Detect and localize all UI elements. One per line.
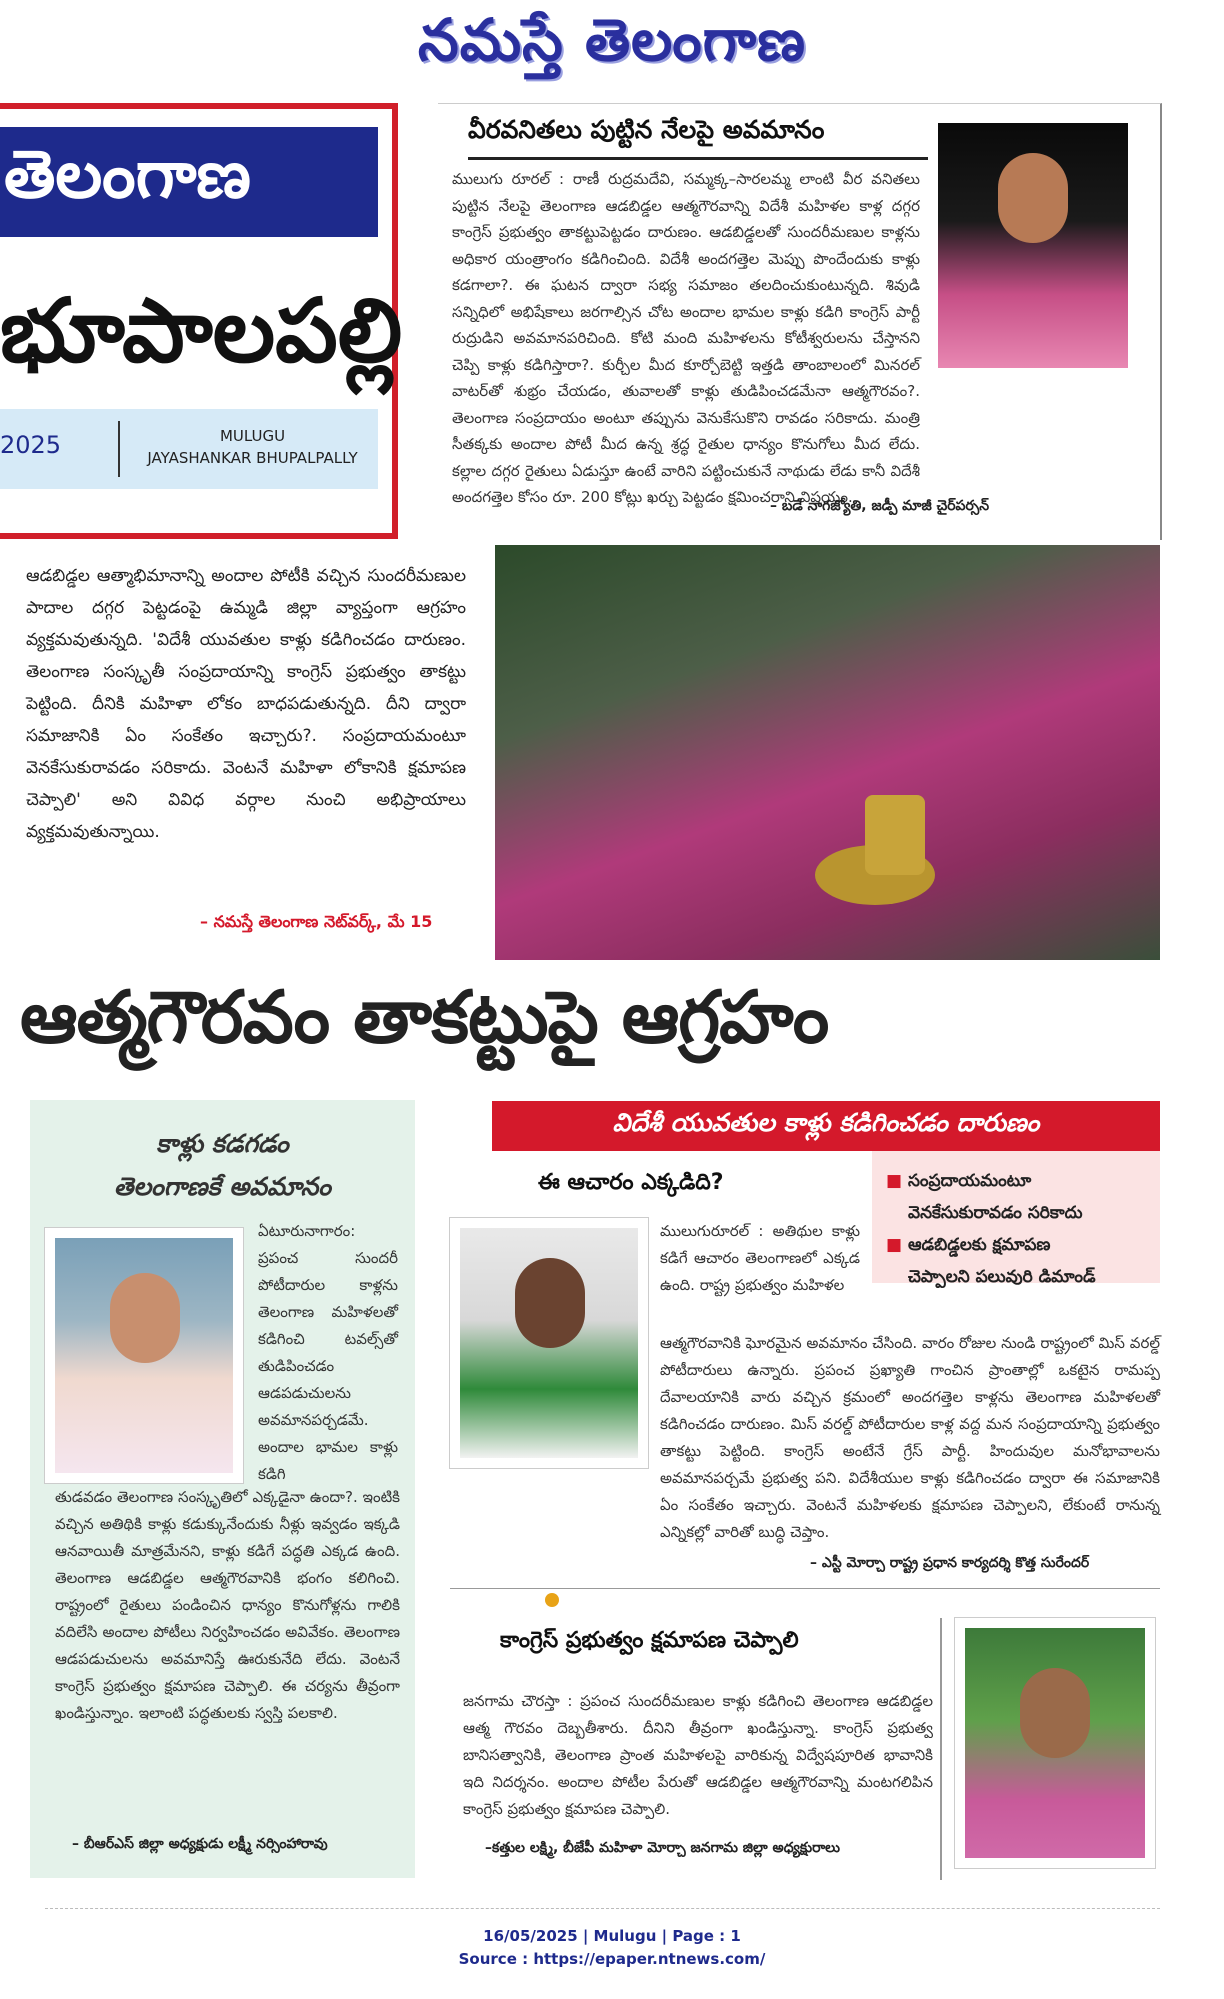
article-1-byline: – బడే నాగజ్యోతి, జడ్పీ మాజీ చైర్‌పర్సన్ bbox=[770, 498, 990, 514]
pink-bullet-1 bbox=[886, 1165, 1082, 1229]
pink-bullet-1-line-1: సంప్రదాయమంటూ bbox=[907, 1171, 1032, 1191]
section-divider bbox=[450, 1588, 1160, 1589]
sidebar-photo bbox=[55, 1238, 233, 1473]
page-bottom-rule bbox=[45, 1908, 1160, 1910]
article-1-photo bbox=[938, 123, 1128, 368]
article-2-photo-face bbox=[515, 1258, 585, 1348]
sidebar-photo-face bbox=[110, 1273, 180, 1363]
article-3-photo bbox=[965, 1628, 1145, 1858]
main-photo bbox=[495, 545, 1160, 960]
edition-year: 2025 bbox=[0, 431, 62, 459]
sidebar-headline bbox=[30, 1122, 415, 1208]
pink-bullet-2-line-2: చెప్పాలని పలువురి డిమాండ్ bbox=[908, 1267, 1096, 1287]
pink-quote-box bbox=[872, 1151, 1160, 1287]
article-2-byline: – ఎస్టీ మోర్చా రాష్ట్ర ప్రధాన కార్యదర్శి కొత్త సురేందర్ bbox=[810, 1555, 1090, 1571]
intro-body: ఆడబిడ్డల ఆత్మాభిమానాన్ని అందాల పోటీకి వచ్చిన సుందరీమణుల పాదాల దగ్గర పెట్టడంపై ఉమ్మడి జిల్లా వ్యాప్తంగా ఆగ్రహం వ్యక్తమవుతున్నది. 'విదేశీ యువతుల కాళ్లు కడిగించడం దారుణం. తెలంగాణ సంస్కృతీ సంప్రదాయాన్ని కాంగ్రెస్ ప్రభుత్వం తాకట్టు పెట్టింది. దీనికి మహిళా లోకం బాధపడుతున్నది. దీని ద్వారా సమాజానికి ఏం సంకేతం ఇచ్చారు?. సంప్రదాయమంటూ వెనకేసుకురావడం సరికాదు. వెంటనే మహిళా లోకానికి క్షమాపణ చెప్పాలి' అని వివిధ వర్గాల నుంచి అభిప్రాయాలు వ్యక్తమవుతున్నాయి. bbox=[26, 566, 466, 842]
red-band: విదేశీ యువతుల కాళ్లు కడిగించడం దారుణం bbox=[492, 1101, 1160, 1151]
masthead bbox=[0, 0, 1224, 95]
article-2-body-wide: ఆత్మగౌరవానికి ఘోరమైన అవమానం చేసింది. వారం రోజుల నుండి రాష్ట్రంలో మిస్ వరల్డ్ పోటీదారులు ఉన్నారు. ప్రపంచ ప్రఖ్యాతి గాంచిన ప్రాంతాల్లో ఒకటైన రామప్ప దేవాలయానికి వారు వచ్చిన క్రమంలో అందగత్తెల కాళ్లను తెలంగాణ మహిళలతో కడిగించడం దారుణం. మిస్ వరల్డ్ పోటీదారుల కాళ్ల వద్ద మన సంప్రదాయాన్ని ప్రభుత్వం తాకట్టు పెట్టింది. కాంగ్రెస్ అంటేనే గ్రేస్ పార్టీ. హిందువుల మనోభావాలను అవమానపర్చమే ప్రభుత్వ పని. విదేశీయుల కాళ్లు కడిగించడం ద్వారా ఈ సమాజానికి ఏం సంకేతం ఇచ్చారు. వెంటనే మహిళలకు క్షమాపణ చెప్పాలని, లేకుంటే రానున్న ఎన్నికల్లో వారితో బుద్ధి చెప్తాం. bbox=[660, 1334, 1160, 1541]
masthead-title: నమస్తే తెలంగాణ bbox=[418, 6, 806, 74]
sidebar-photo-frame bbox=[45, 1228, 243, 1483]
divider-dot bbox=[545, 1593, 559, 1607]
sidebar-body-wide: తుడవడం తెలంగాణ సంస్కృతిలో ఎక్కడైనా ఉందా?. ఇంటికి వచ్చిన అతిథికి కాళ్లు కడుక్కునేందుకు నీళ్లు ఇవ్వడం ఇక్కడి ఆనవాయితీ మాత్రమేనని, కాళ్లు కడిగే పద్ధతి ఎక్కడ ఉంది. తెలంగాణ ఆడబిడ్డల ఆత్మగౌరవానికి భంగం కలిగించి. రాష్ట్రంలో రైతులు పండించిన ధాన్యం కొనుగోళ్లను గాలికి వదిలేసి అందాల పోటీలు నిర్వహించడం అవివేకం. తెలంగాణ ఆడపడుచులను అవమానిస్తే ఊరుకునేది లేదు. వెంటనే కాంగ్రెస్ ప్రభుత్వం క్షమాపణ చెప్పాలి. ఈ చర్యను తీవ్రంగా ఖండిస్తున్నాం. ఇలాంటి పద్ధతులకు స్వస్తి పలకాలి. bbox=[55, 1488, 400, 1722]
bullet-marker: ■ bbox=[886, 1171, 903, 1191]
pink-bullet-1-line-2: వెనకేసుకురావడం సరికాదు bbox=[908, 1203, 1083, 1223]
sidebar-headline-line-2: తెలంగాణకే అవమానం bbox=[114, 1172, 331, 1201]
edition-divider bbox=[118, 421, 120, 477]
sidebar-headline-line-1: కాళ్లు కడగడం bbox=[156, 1129, 289, 1158]
article-1-body: ములుగు రూరల్ : రాణీ రుద్రమదేవి, సమ్మక్క–సారలమ్మ లాంటి వీర వనితలు పుట్టిన నేలపై తెలంగాణ ఆడబిడ్డల ఆత్మగౌరవాన్ని విదేశీ మహిళల కాళ్ల దగ్గర కాంగ్రెస్ ప్రభుత్వం తాకట్టుపెట్టడం దారుణం. ఆడబిడ్డలతో సుందరీమణుల కాళ్లను అధికార యంత్రాంగం కడిగించింది. విదేశీ అందగత్తెల మెప్పు పొందేందుకు కాళ్లు కడగాలా?. ఈ ఘటన ద్వారా సభ్య సమాజం తలదించుకుంటున్నది. శివుడి సన్నిధిలో అభిషేకాలు జరగాల్సిన చోట అందాల భామల కాళ్లు కడిగి కాంగ్రెస్ పార్టీ రుద్రుడిని అవమానపరిచింది. కోటి మంది మహిళలను కోటీశ్వరులను చేస్తానని చెప్పి కాళ్లు కడిగిస్తారా?. కుర్చీల మీద కూర్చోబెట్టి ఇత్తడి తాంబాలంలో మినరల్ వాటర్‌తో శుభ్రం చేయడం, తువాలతో కాళ్లు తుడిపించడమేనా ఆత్మగౌరవం?. తెలంగాణ సంప్రదాయం అంటూ తప్పును వెనుకేసుకొని రావడం సరికాదు. మంత్రి సీతక్కకు అందాల పోటీ మీద ఉన్న శ్రద్ధ రైతుల ధాన్యం కొనుగోలు మీద లేదు. కల్లాల దగ్గర రైతులు ఏడుస్తూ ఉంటే వారిని పట్టించుకునే నాథుడు లేడు కానీ విదేశీ అందగత్తెల కోసం రూ. 200 కోట్లు ఖర్చు పెట్టడం క్షమించరాని విషయం. bbox=[452, 170, 920, 506]
article-3-photo-frame bbox=[955, 1618, 1155, 1868]
sidebar-byline: – బీఆర్‌ఎస్ జిల్లా అధ్యక్షుడు లక్ష్మీ నర్సింహారావు bbox=[72, 1836, 328, 1852]
article-2-headline: ఈ ఆచారం ఎక్కడిది? bbox=[538, 1170, 724, 1195]
article-3-byline: –కత్తుల లక్ష్మి, బీజేపీ మహిళా మోర్చా జనగామ జిల్లా అధ్యక్షురాలు bbox=[485, 1840, 840, 1856]
article-2-photo bbox=[460, 1228, 638, 1458]
main-headline: ఆత్మగౌరవం తాకట్టుపై ఆగ్రహం bbox=[20, 975, 829, 1059]
photo-face bbox=[998, 153, 1068, 243]
article-3-body: జనగామ చౌరస్తా : ప్రపంచ సుందరీమణుల కాళ్లు కడిగించి తెలంగాణ ఆడబిడ్డల ఆత్మ గౌరవం దెబ్బతీశారు. దీనిని తీవ్రంగా ఖండిస్తున్నా. కాంగ్రెస్ ప్రభుత్వ బానిసత్వానికి, తెలంగాణ ప్రాంత మహిళలపై వారికున్న విద్వేషపూరిత భావానికి ఇది నిదర్శనం. అందాల పోటీల పేరుతో ఆడబిడ్డల ఆత్మగౌరవాన్ని మంటగలిపిన కాంగ్రెస్ ప్రభుత్వం క్షమాపణ చెప్పాలి. bbox=[463, 1692, 933, 1818]
article-2-photo-frame bbox=[450, 1218, 648, 1468]
photo-brass-vessel bbox=[865, 795, 925, 875]
article-3-photo-face bbox=[1020, 1668, 1090, 1758]
intro-byline: – నమస్తే తెలంగాణ నెట్‌వర్క్, మే 15 bbox=[200, 912, 433, 931]
edition-banner bbox=[0, 127, 378, 237]
sidebar-body-narrow: ఏటూరునాగారం: ప్రపంచ సుందరీ పోటీదారుల కాళ్లను తెలంగాణ మహిళలతో కడిగించి టవల్స్‌తో తుడిపించడం ఆడపడుచులను అవమానపర్చడమే. అందాల భామల కాళ్లు కడిగి bbox=[258, 1222, 398, 1483]
pink-bullet-2 bbox=[886, 1229, 1096, 1293]
footer-date-line: 16/05/2025 | Mulugu | Page : 1 bbox=[483, 1927, 741, 1945]
district-line-1: MULUGU bbox=[219, 427, 286, 445]
edition-place: భూపాలపల్లి bbox=[0, 279, 403, 382]
pink-bullet-2-line-1: ఆడబిడ్డలకు క్షమాపణ bbox=[907, 1235, 1051, 1255]
article-1-headline: వీరవనితలు పుట్టిన నేలపై అవమానం bbox=[468, 115, 928, 160]
article-1-body-continuation bbox=[452, 380, 1144, 510]
article-1-body-narrow bbox=[452, 166, 920, 506]
district-line-2: JAYASHANKAR BHUPALPALLY bbox=[147, 449, 358, 467]
footer-source-link[interactable]: Source : https://epaper.ntnews.com/ bbox=[458, 1950, 766, 1968]
edition-district bbox=[130, 425, 375, 469]
bullet-marker: ■ bbox=[886, 1235, 903, 1255]
article-2-body-narrow: ములుగురూరల్ : అతిథుల కాళ్లు కడిగే ఆచారం తెలంగాణలో ఎక్కడ ఉంది. రాష్ట్ర ప్రభుత్వం మహిళల bbox=[660, 1222, 860, 1294]
page-footer bbox=[0, 1925, 1224, 1971]
edition-banner-text: తెలంగాణ bbox=[4, 135, 251, 213]
article-3-headline: కాంగ్రెస్ ప్రభుత్వం క్షమాపణ చెప్పాలి bbox=[500, 1628, 799, 1653]
edition-box bbox=[0, 103, 403, 539]
article-3-divider bbox=[940, 1618, 942, 1880]
